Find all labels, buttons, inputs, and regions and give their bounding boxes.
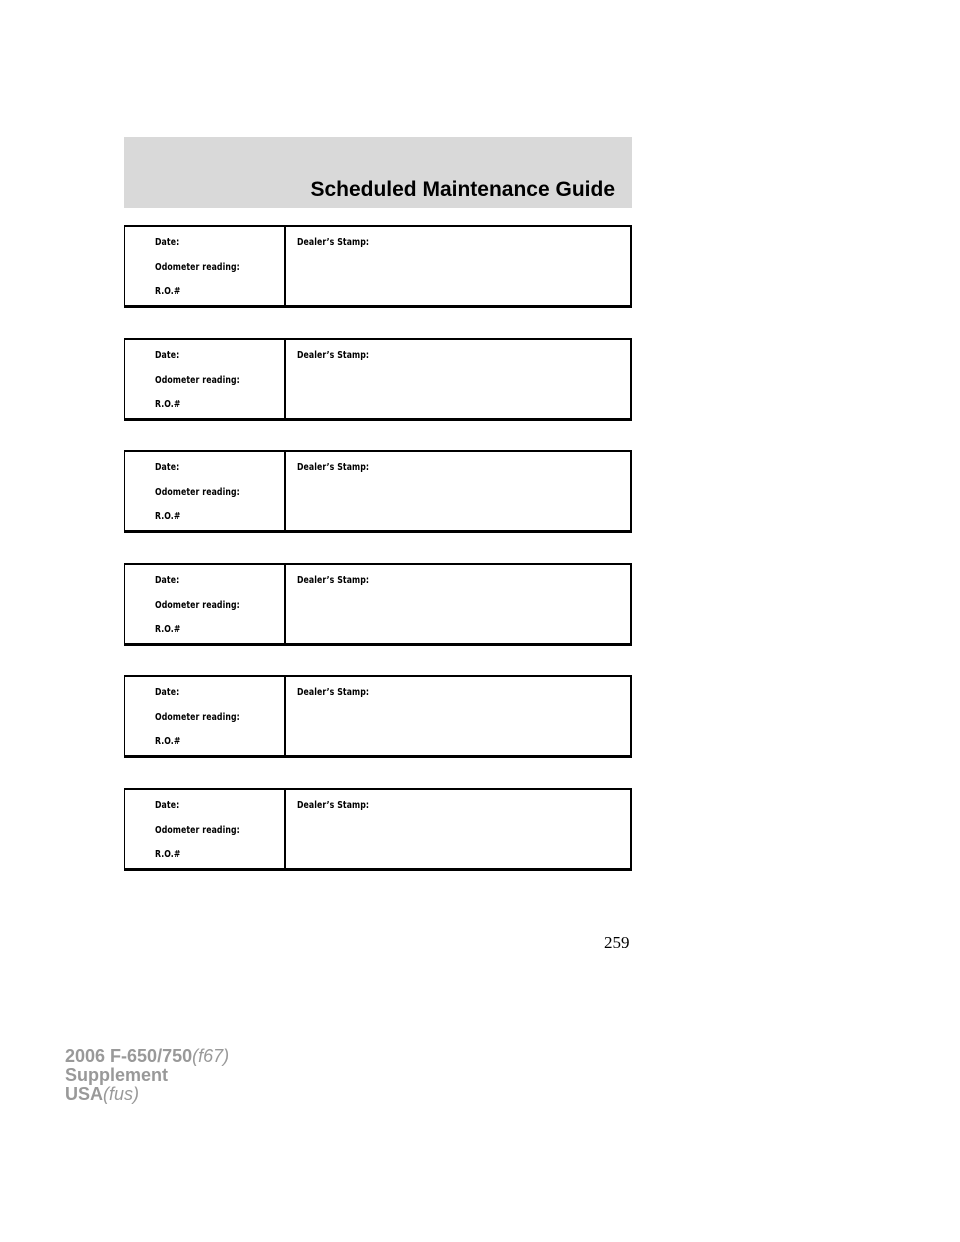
document-footer [65,1047,229,1104]
record-dealer-stamp-label: Dealer’s Stamp: [297,800,370,811]
section-title: Scheduled Maintenance Guide [310,178,615,201]
maintenance-record-box [124,563,632,646]
section-header-band [124,137,632,208]
footer-market: USA [65,1084,104,1104]
record-ro-label: R.O.# [155,511,181,522]
record-column-divider [284,227,286,305]
record-odometer-label: Odometer reading: [155,600,240,611]
footer-model: 2006 F-650/750 [65,1046,193,1066]
maintenance-record-box [124,225,632,308]
record-dealer-stamp-label: Dealer’s Stamp: [297,687,370,698]
maintenance-record-box [124,450,632,533]
record-column-divider [284,677,286,755]
record-column-divider [284,452,286,530]
record-column-divider [284,340,286,418]
maintenance-record-box [124,788,632,871]
footer-line-model [65,1047,229,1066]
record-dealer-stamp-label: Dealer’s Stamp: [297,237,370,248]
record-date-label: Date: [155,800,180,811]
record-ro-label: R.O.# [155,286,181,297]
record-ro-label: R.O.# [155,736,181,747]
record-odometer-label: Odometer reading: [155,375,240,386]
record-ro-label: R.O.# [155,624,181,635]
record-date-label: Date: [155,462,180,473]
maintenance-record-box [124,338,632,421]
record-date-label: Date: [155,237,180,248]
record-odometer-label: Odometer reading: [155,825,240,836]
record-date-label: Date: [155,350,180,361]
footer-model-code: (f67) [192,1046,230,1066]
record-odometer-label: Odometer reading: [155,712,240,723]
record-ro-label: R.O.# [155,849,181,860]
record-dealer-stamp-label: Dealer’s Stamp: [297,462,370,473]
record-dealer-stamp-label: Dealer’s Stamp: [297,575,370,586]
footer-market-code: (fus) [103,1084,140,1104]
page-number: 259 [604,933,630,952]
record-date-label: Date: [155,687,180,698]
footer-line-market [65,1085,229,1104]
footer-supplement: Supplement [65,1065,169,1085]
record-column-divider [284,790,286,868]
record-odometer-label: Odometer reading: [155,487,240,498]
record-odometer-label: Odometer reading: [155,262,240,273]
record-dealer-stamp-label: Dealer’s Stamp: [297,350,370,361]
record-date-label: Date: [155,575,180,586]
record-column-divider [284,565,286,643]
record-ro-label: R.O.# [155,399,181,410]
maintenance-record-box [124,675,632,758]
